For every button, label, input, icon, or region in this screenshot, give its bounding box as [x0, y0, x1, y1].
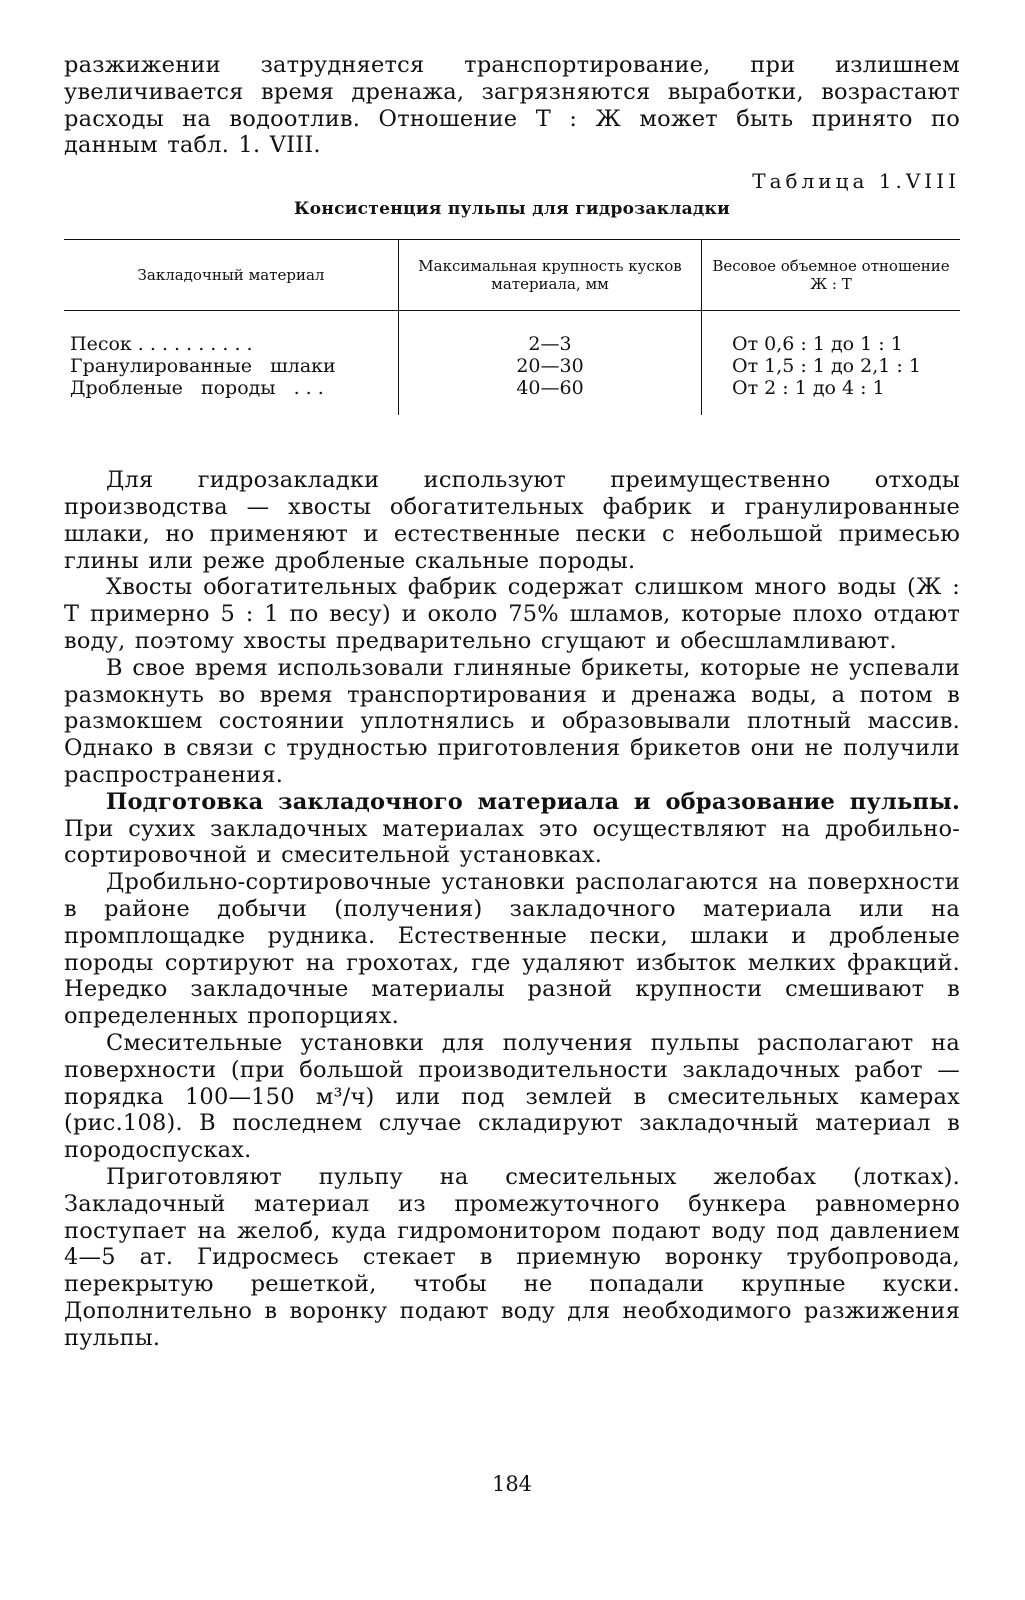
table-title: Консистенция пульпы для гидрозакладки: [293, 199, 731, 220]
paragraph-1: Для гидрозакладки используют преимущественно отходы производства — хвосты обогатительных фабрик и гранулированные шлаки, но применяют и естественные пески с небольшой примесью глины или реже дробленые скальные породы.: [64, 467, 960, 574]
table-row: [64, 355, 960, 377]
paragraph-4: [64, 789, 960, 869]
paragraph-3: В свое время использовали глиняные брикеты, которые не успевали размокнуть во время транспортирования и дренажа воды, а потом в размокшем состоянии уплотнялись и образовывали плотный массив. Однако в связи с трудностью приготовления брикетов они не получили распространения.: [64, 654, 960, 788]
table-number: Таблица 1.VIII: [752, 169, 960, 194]
section-heading: Подготовка закладочного материала и образование пульпы.: [106, 788, 960, 815]
cell-size: 2—3: [399, 311, 702, 356]
header-ratio: Весовое объемное отношение Ж : Т: [702, 240, 961, 311]
body-text: [64, 467, 960, 1351]
cell-ratio: От 1,5 : 1 до 2,1 : 1: [732, 355, 921, 378]
cell-size: 20—30: [399, 355, 702, 377]
cell-ratio: От 2 : 1 до 4 : 1: [732, 377, 885, 400]
header-material: Закладочный материал: [64, 240, 399, 311]
paragraph-2: Хвосты обогатительных фабрик содержат слишком много воды (Ж : Т примерно 5 : 1 по весу) и около 75% шламов, которые плохо отдают воду, поэтому хвосты предварительно сгущают и обесшламливают.: [64, 574, 960, 654]
consistency-table: [64, 239, 960, 415]
paragraph-6: Смесительные установки для получения пульпы располагают на поверхности (при большой производительности закладочных работ — порядка 100—150 м³/ч) или под землей в смесительных камерах (рис.108). В последнем случае складируют закладочный материал в породоспусках.: [64, 1029, 960, 1164]
cell-ratio: От 0,6 : 1 до 1 : 1: [732, 333, 903, 356]
cell-material: Дробленые породы . . .: [64, 377, 399, 415]
paragraph-7: Приготовляют пульпу на смесительных желобах (лотках). Закладочный материал из промежуточного бункера равномерно поступает на желоб, куда гидромонитором подают воду под давлением 4—5 ат. Гидросмесь стекает в приемную воронку трубопровода, перекрытую решеткой, чтобы не попадали крупные куски. Дополнительно в воронку подают воду для необходимого разжижения пульпы.: [64, 1163, 960, 1351]
intro-paragraph: разжижении затрудняется транспортирование, при излишнем увеличивается время дренажа, загрязняются выработки, возрастают расходы на водоотлив. Отношение Т : Ж может быть принято по данным табл. 1. VIII.: [64, 52, 960, 159]
page-content: [64, 52, 960, 1496]
paragraph-5: Дробильно-сортировочные установки располагаются на поверхности в районе добычи (получения) закладочного материала или на промплощадке рудника. Естественные пески, шлаки и дробленые породы сортируют на грохотах, где удаляют избыток мелких фракций. Нередко закладочные материалы разной крупности смешивают в определенных пропорциях.: [64, 869, 960, 1030]
cell-size: 40—60: [399, 377, 702, 415]
cell-material: Гранулированные шлаки: [64, 355, 399, 377]
paragraph-4-text: При сухих закладочных материалах это осуществляют на дробильно-сортировочной и смесительной установках.: [64, 815, 960, 869]
header-max-size: Максимальная крупность кусков материала, мм: [399, 240, 702, 311]
table-row: [64, 377, 960, 415]
cell-material: Песок . . . . . . . . . .: [64, 311, 399, 356]
table-header-row: [64, 240, 960, 311]
page-number: 184: [491, 1472, 533, 1496]
table-row: [64, 311, 960, 356]
